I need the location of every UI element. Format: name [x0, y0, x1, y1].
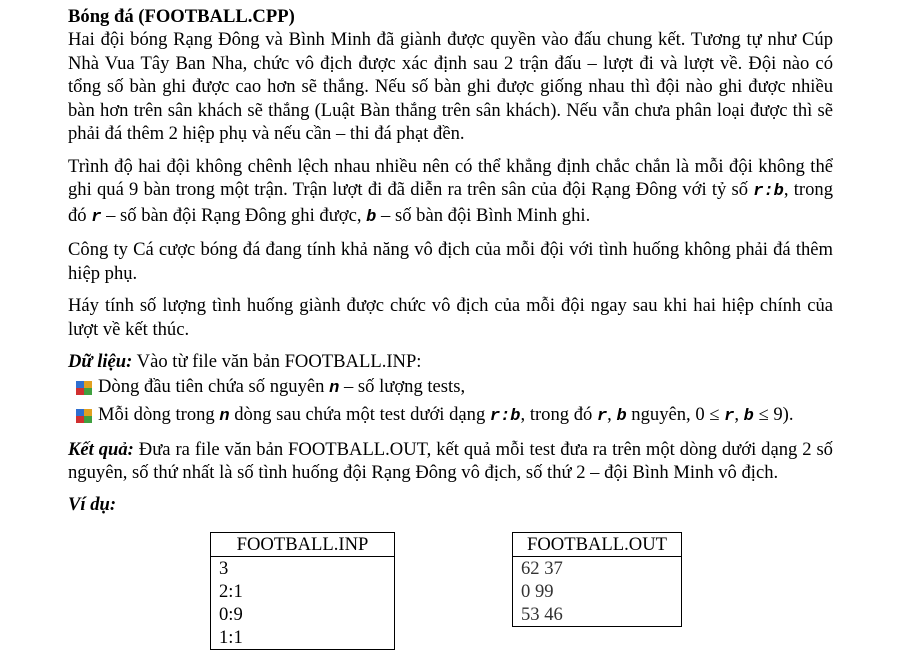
table-row: 0 99 — [513, 580, 682, 603]
paragraph-intro: Hai đội bóng Rạng Đông và Bình Minh đã giành được quyền vào đấu chung kết. Tương tự như Cúp Nhà Vua Tây Ban Nha, chức vô địch được xác định sau 2 trận đấu – lượt đi và lượt về. Đội nào có tổng số bàn ghi được cao hơn sẽ thắng. Nếu số bàn ghi được giống nhau thì đội nào ghi được nhiều bàn hơn trên sân khách sẽ thắng (Luật Bàn thắng trên sân khách). Nếu vẫn chưa phân loại được thì sẽ phải đá thêm 2 hiệp phụ và nếu cần – thi đá phạt đền. — [68, 29, 833, 144]
paragraph-betting: Công ty Cá cược bóng đá đang tính khả năng vô địch của mỗi đội với tình huống không phải đá thêm hiệp phụ. — [68, 239, 833, 284]
problem-title: Bóng đá (FOOTBALL.CPP) — [68, 6, 295, 27]
pushpin-bullet-icon — [76, 409, 92, 423]
input-description: Dữ liệu: Vào từ file văn bản FOOTBALL.INP: — [68, 351, 422, 372]
table-row: 0:9 — [211, 603, 395, 626]
output-table-header: FOOTBALL.OUT — [513, 533, 682, 557]
table-row: 1:1 — [211, 626, 395, 650]
paragraph-task: Háy tính số lượng tình huống giành được chức vô địch của mỗi đội ngay sau khi hai hiệp chính của lượt về kết thúc. — [68, 295, 833, 340]
table-row: 2:1 — [211, 580, 395, 603]
example-output-table — [512, 532, 682, 627]
input-table-header: FOOTBALL.INP — [211, 533, 395, 557]
input-bullet-1: Dòng đầu tiên chứa số nguyên n – số lượng tests, — [68, 374, 833, 402]
example-label: Ví dụ: — [68, 493, 117, 515]
pushpin-bullet-icon — [76, 381, 92, 395]
table-row: 62 37 — [513, 557, 682, 581]
input-bullet-2: Mỗi dòng trong n dòng sau chứa một test dưới dạng r:b, trong đó r, b nguyên, 0 ≤ r, b ≤ 9). — [68, 402, 833, 430]
example-input-table — [210, 532, 395, 650]
table-row: 3 — [211, 557, 395, 581]
output-description: Kết quả: Đưa ra file văn bản FOOTBALL.OUT, kết quả mỗi test đưa ra trên một dòng dưới dạng 2 số nguyên, số thứ nhất là số tình huống đội Rạng Đông vô địch, số thứ 2 – đội Bình Minh vô địch. — [68, 438, 833, 483]
paragraph-score-info: Trình độ hai đội không chênh lệch nhau nhiều nên có thể khẳng định chắc chắn là mỗi đội không thể ghi quá 9 bàn trong một trận. Trận lượt đi đã diễn ra trên sân của đội Rạng Đông với tỷ số r:b, trong đó r – số bàn đội Rạng Đông ghi được, b – số bàn đội Bình Minh ghi. — [68, 155, 833, 227]
table-row: 53 46 — [513, 603, 682, 627]
problem-statement — [68, 6, 833, 534]
